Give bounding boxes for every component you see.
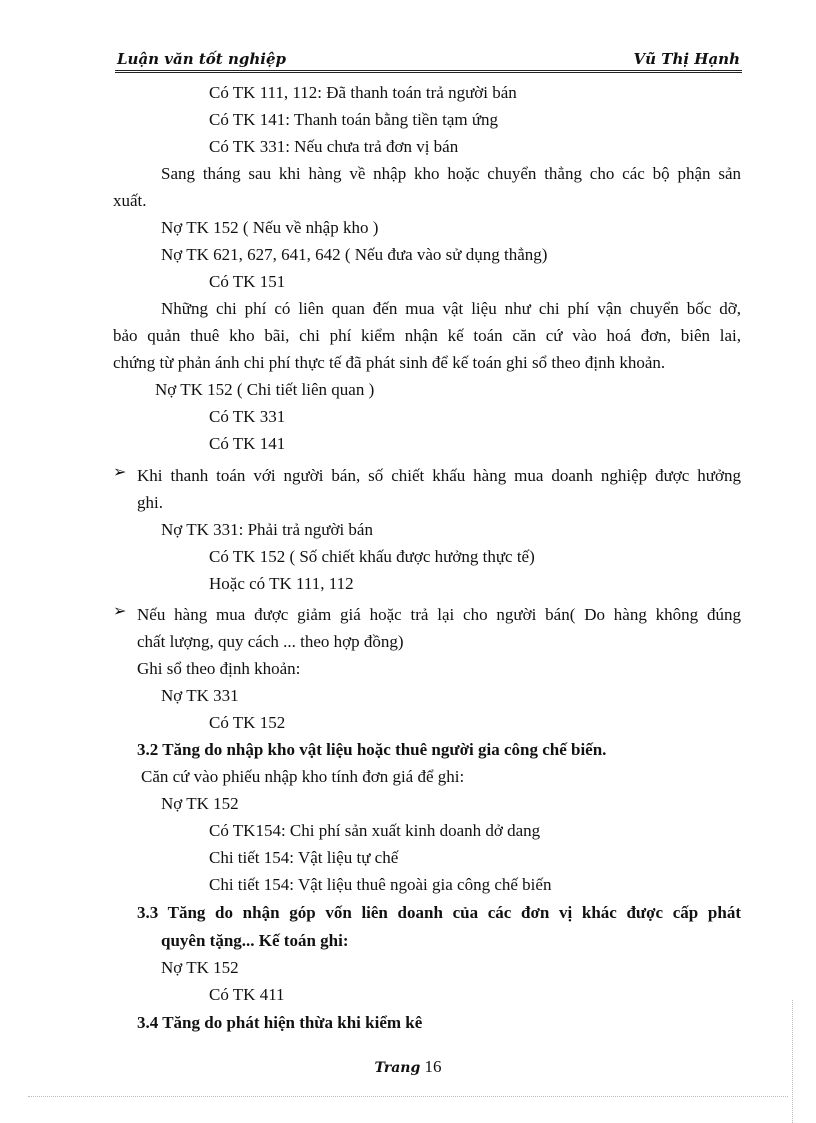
footer-page-number: 16 — [424, 1057, 442, 1076]
text-line: Có TK 152 ( Số chiết khấu được hưởng thực tế) — [209, 547, 535, 566]
page-footer — [0, 1056, 816, 1079]
text-line: Có TK154: Chi phí sản xuất kinh doanh dở dang — [209, 821, 541, 840]
text-line: Căn cứ vào phiếu nhập kho tính đơn giá để ghi: — [141, 767, 465, 786]
text-line: Có TK 141 — [209, 434, 286, 453]
section-heading-3-3-cont: quyên tặng... Kế toán ghi: — [161, 931, 349, 950]
text-line: xuất. — [113, 191, 147, 210]
header-author-name: Vũ Thị Hạnh — [633, 50, 740, 68]
text-line: Nợ TK 331 — [161, 686, 239, 705]
text-line: Nợ TK 331: Phải trả người bán — [161, 520, 373, 539]
text-line: Hoặc có TK 111, 112 — [209, 574, 354, 593]
text-line: Có TK 152 — [209, 713, 286, 732]
section-heading-3-4: 3.4 Tăng do phát hiện thừa khi kiểm kê — [137, 1013, 423, 1032]
text-line: Có TK 331 — [209, 407, 286, 426]
text-line: Có TK 141: Thanh toán bằng tiền tạm ứng — [209, 110, 499, 129]
section-heading-3-3: 3.3 Tăng do nhận góp vốn liên doanh của các đơn vị khác được cấp phát — [137, 903, 741, 922]
arrow-bullet-icon: ➢ — [113, 464, 127, 481]
text-line: Khi thanh toán với người bán, số chiết khấu hàng mua doanh nghiệp được hưởng — [137, 466, 741, 485]
text-line: Có TK 331: Nếu chưa trả đơn vị bán — [209, 137, 459, 156]
text-line: Nợ TK 152 — [161, 958, 239, 977]
header-thesis-label: Luận văn tốt nghiệp — [117, 50, 286, 68]
text-line: Chi tiết 154: Vật liệu tự chế — [209, 848, 399, 867]
text-line: Nợ TK 152 ( Nếu về nhập kho ) — [161, 218, 379, 237]
text-line: Nợ TK 152 — [161, 794, 239, 813]
text-line: Sang tháng sau khi hàng về nhập kho hoặc chuyển thẳng cho các bộ phận sản — [161, 164, 741, 183]
section-heading-3-2: 3.2 Tăng do nhập kho vật liệu hoặc thuê người gia công chế biến. — [137, 740, 607, 759]
footer-page-label: Trang — [374, 1060, 421, 1076]
text-line: Nợ TK 152 ( Chi tiết liên quan ) — [155, 380, 375, 399]
text-line: chất lượng, quy cách ... theo hợp đồng) — [137, 632, 404, 651]
text-line: Nếu hàng mua được giảm giá hoặc trả lại cho người bán( Do hàng không đúng — [137, 605, 741, 624]
text-line: Có TK 411 — [209, 985, 285, 1004]
text-line: Có TK 111, 112: Đã thanh toán trả người bán — [209, 83, 517, 102]
text-line: Nợ TK 621, 627, 641, 642 ( Nếu đưa vào sử dụng thẳng) — [161, 245, 548, 264]
text-line: Ghi sổ theo định khoản: — [137, 659, 301, 678]
text-line: ghi. — [137, 493, 163, 512]
text-line: chứng từ phản ánh chi phí thực tế đã phát sinh để kế toán ghi sổ theo định khoản. — [113, 353, 666, 372]
text-line: Có TK 151 — [209, 272, 286, 291]
page-border-dotted — [28, 1096, 788, 1097]
page-header — [115, 50, 742, 73]
page-border-dotted-vertical — [792, 1000, 793, 1123]
text-line: bảo quản thuê kho bãi, chi phí kiểm nhận kế toán căn cứ vào hoá đơn, biên lai, — [113, 326, 741, 345]
arrow-bullet-icon: ➢ — [113, 603, 127, 620]
text-line: Chi tiết 154: Vật liệu thuê ngoài gia công chế biến — [209, 875, 552, 894]
text-line: Những chi phí có liên quan đến mua vật liệu như chi phí vận chuyển bốc dỡ, — [161, 299, 741, 318]
